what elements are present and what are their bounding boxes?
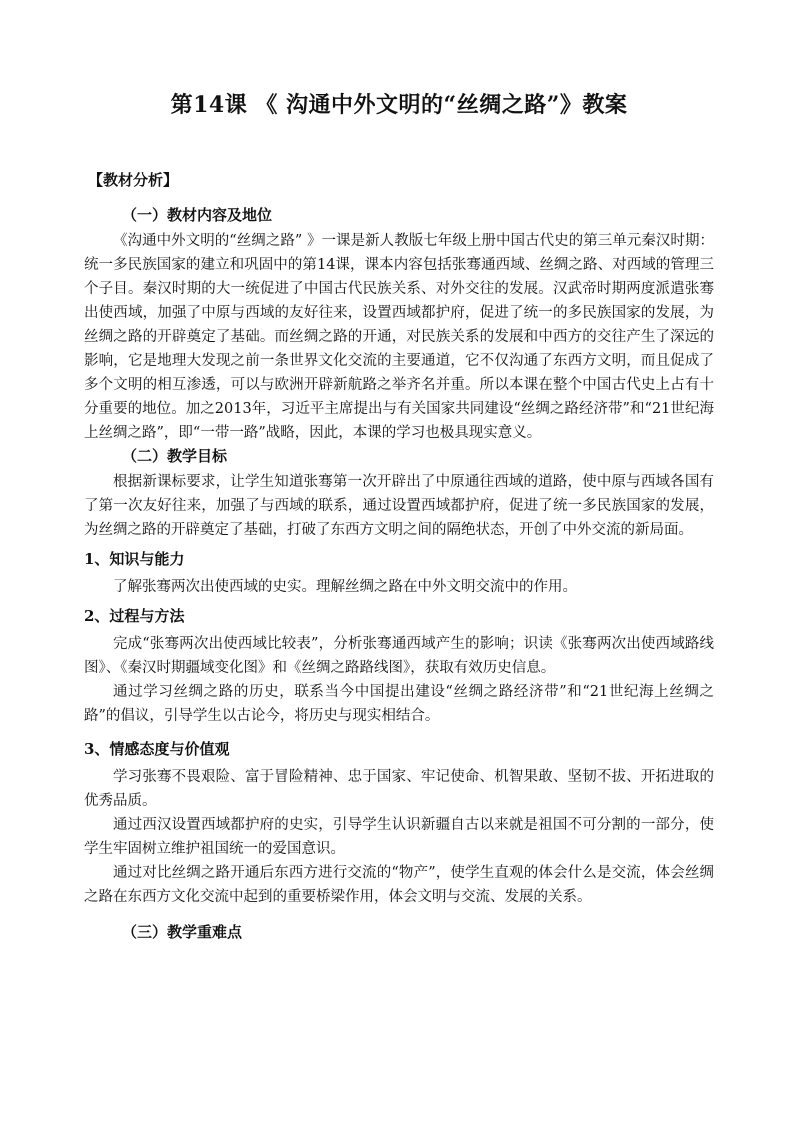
paragraph-process-method-1: 完成“张骞两次出使西域比较表”，分析张骞通西域产生的影响；识读《张骞两次出使西域路线图》、《秦汉时期疆域变化图》和《丝绸之路路线图》，获取有效历史信息。 (84, 636, 714, 676)
subheading-content-position: （一）教材内容及地位 (122, 206, 273, 224)
paragraph-process-method-2: 通过学习丝绸之路的历史，联系当今中国提出建设“丝绸之路经济带”和“21世纪海上丝绸之路”的倡议，引导学生以古论今，将历史与现实相结合。 (84, 684, 714, 724)
page-title: 第14课 《 沟通中外文明的“丝绸之路”》教案 (170, 92, 628, 118)
paragraph-content-position: 《沟通中外文明的“丝绸之路” 》一课是新人教版七年级上册中国古代史的第三单元秦汉时期：统一多民族国家的建立和巩固中的第14课，课本内容包括张骞通西域、丝绸之路、对西域的管理三个子目。秦汉时期的大一统促进了中国古代民族关系、对外交往的发展。汉武帝时期两度派遣张骞出使西域，加强了中原与西域的友好往来，设置西域都护府，促进了统一的多民族国家的发展，为丝绸之路的开辟奠定了基础。而丝绸之路的开通，对民族关系的发展和中西方的交往产生了深远的影响，它是地理大发现之前一条世界文化交流的主要通道，它不仅沟通了东西方文明，而且促成了多个文明的相互渗透，可以与欧洲开辟新航路之举齐名并重。所以本课在整个中国古代史上占有十分重要的地位。加之2013年，习近平主席提出与有关国家共同建设“丝绸之路经济带”和“21世纪海上丝绸之路”，即“一带一路”战略，因此，本课的学习也极具现实意义。 (84, 233, 714, 441)
paragraph-emotion-values-1: 学习张骞不畏艰险、富于冒险精神、忠于国家、牢记使命、机智果敢、坚韧不拔、开拓进取的优秀品质。 (84, 769, 714, 809)
subheading-key-difficult-points: （三）教学重难点 (122, 923, 243, 941)
heading-emotion-values: 3、情感态度与价值观 (84, 740, 230, 758)
heading-process-method: 2、过程与方法 (84, 607, 185, 625)
paragraph-knowledge-ability: 了解张骞两次出使西域的史实。理解丝绸之路在中外文明交流中的作用。 (113, 579, 577, 595)
paragraph-teaching-goals: 根据新课标要求，让学生知道张骞第一次开辟出了中原通往西域的道路，使中原与西域各国有了第一次友好往来，加强了与西域的联系，通过设置西域都护府，促进了统一多民族国家的发展，为丝绸之路的开辟奠定了基础，打破了东西方文明之间的隔绝状态，开创了中外交流的新局面。 (84, 474, 714, 538)
section-heading-textbook-analysis: 【教材分析】 (88, 171, 179, 189)
subheading-teaching-goals: （二）教学目标 (122, 447, 228, 465)
paragraph-emotion-values-3: 通过对比丝绸之路开通后东西方进行交流的“物产”，使学生直观的体会什么是交流，体会丝绸之路在东西方文化交流中起到的重要桥梁作用，体会文明与交流、发展的关系。 (84, 865, 714, 905)
heading-knowledge-ability: 1、知识与能力 (84, 550, 185, 568)
paragraph-emotion-values-2: 通过西汉设置西域都护府的史实，引导学生认识新疆自古以来就是祖国不可分割的一部分，使学生牢固树立维护祖国统一的爱国意识。 (84, 817, 714, 857)
